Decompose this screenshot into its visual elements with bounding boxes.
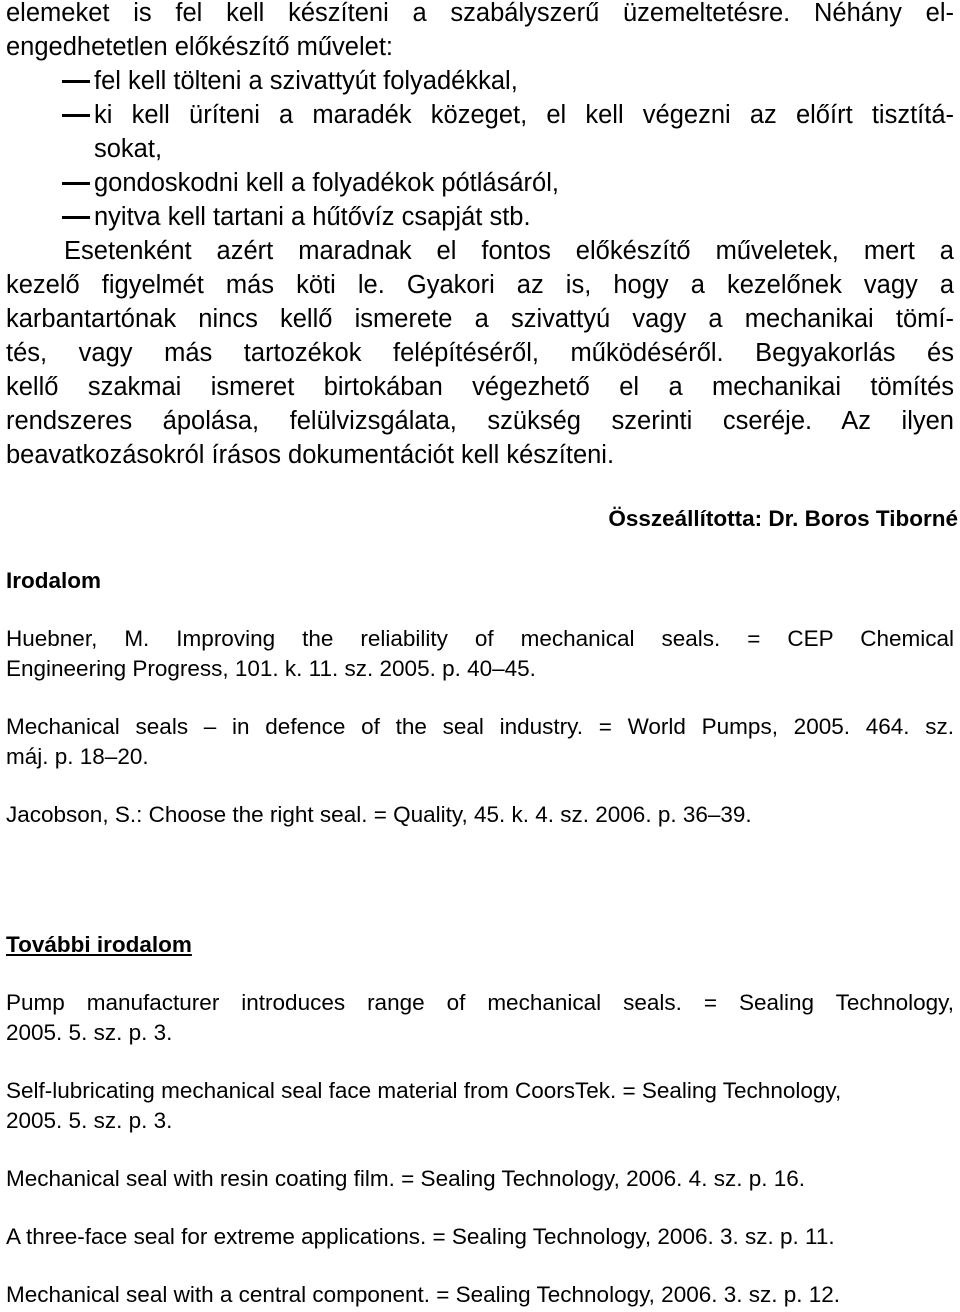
further-reading-heading: További irodalom	[6, 932, 192, 957]
list-item-text: nyitva kell tartani a hűtővíz csapját stb.	[94, 203, 531, 231]
dash-bullet	[62, 114, 90, 117]
list-item-text: fel kell tölteni a szivattyút folyadékkal,	[94, 67, 518, 95]
reference-line: Mechanical seals – in defence of the seal industry. = World Pumps, 2005. 464. sz.	[6, 714, 954, 739]
references-heading: Irodalom	[6, 568, 102, 593]
further-reading-line: Mechanical seal with resin coating film. = Sealing Technology, 2006. 4. sz. p. 16.	[6, 1166, 805, 1191]
list-item-text: ki kell üríteni a maradék közeget, el kell végezni az előírt tisztítá-	[94, 101, 954, 129]
dash-bullet	[62, 80, 90, 83]
reference-line: máj. p. 18–20.	[6, 744, 149, 769]
dash-bullet	[62, 182, 90, 185]
body-line: engedhetetlen előkészítő művelet:	[6, 33, 394, 61]
body-line: tés, vagy más tartozékok felépítéséről, működéséről. Begyakorlás és	[6, 339, 954, 367]
reference-line: Engineering Progress, 101. k. 11. sz. 2005. p. 40–45.	[6, 656, 536, 681]
body-line: rendszeres ápolása, felülvizsgálata, szükség szerinti cseréje. Az ilyen	[6, 407, 954, 435]
reference-line: Jacobson, S.: Choose the right seal. = Quality, 45. k. 4. sz. 2006. p. 36–39.	[6, 802, 752, 827]
body-line: Esetenként azért maradnak el fontos előkészítő műveletek, mert a	[64, 237, 954, 265]
further-reading-line: Pump manufacturer introduces range of mechanical seals. = Sealing Technology,	[6, 990, 954, 1015]
further-reading-line: Self-lubricating mechanical seal face material from CoorsTek. = Sealing Technology,	[6, 1078, 842, 1103]
body-line: kellő szakmai ismeret birtokában végezhető el a mechanikai tömítés	[6, 373, 954, 401]
body-line: karbantartónak nincs kellő ismerete a szivattyú vagy a mechanikai tömí-	[6, 305, 954, 333]
further-reading-line: A three-face seal for extreme applications. = Sealing Technology, 2006. 3. sz. p. 11.	[6, 1224, 835, 1249]
body-line: beavatkozásokról írásos dokumentációt kell készíteni.	[6, 441, 615, 469]
further-reading-line: 2005. 5. sz. p. 3.	[6, 1020, 173, 1045]
further-reading-line: 2005. 5. sz. p. 3.	[6, 1108, 173, 1133]
body-line: elemeket is fel kell készíteni a szabályszerű üzemeltetésre. Néhány el-	[6, 0, 954, 27]
list-item-continuation: sokat,	[94, 135, 163, 163]
dash-bullet	[62, 216, 90, 219]
reference-line: Huebner, M. Improving the reliability of mechanical seals. = CEP Chemical	[6, 626, 954, 651]
author-credit: Összeállította: Dr. Boros Tiborné	[608, 506, 958, 531]
body-line: kezelő figyelmét más köti le. Gyakori az is, hogy a kezelőnek vagy a	[6, 271, 954, 299]
further-reading-line: Mechanical seal with a central component. = Sealing Technology, 2006. 3. sz. p. 12.	[6, 1282, 841, 1307]
list-item-text: gondoskodni kell a folyadékok pótlásáról,	[94, 169, 559, 197]
